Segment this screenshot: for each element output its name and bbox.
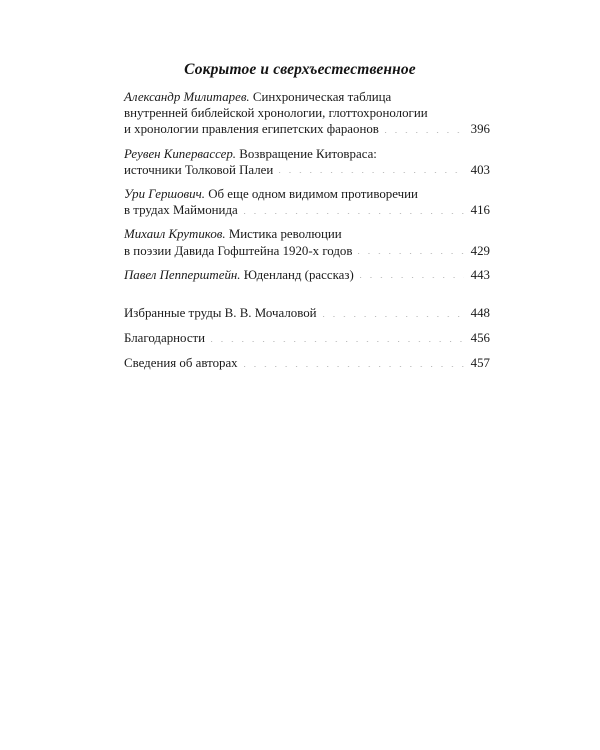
toc-entry-title-line: Об еще одном видимом противоречии <box>204 187 418 202</box>
toc-entry-author: Александр Милитарев. <box>124 90 250 104</box>
toc-entry-title-tail: Благодарности <box>124 331 206 346</box>
toc-entry-last-line <box>124 305 490 321</box>
dot-leader <box>211 341 464 342</box>
dot-leader <box>244 366 464 367</box>
toc-page-number: 457 <box>470 356 490 371</box>
toc-entry[interactable] <box>124 305 490 321</box>
toc-entry-last-line <box>124 202 490 218</box>
toc-entry-last-line <box>124 267 490 283</box>
toc-entry[interactable] <box>124 89 490 138</box>
toc-entry-last-line <box>124 121 490 137</box>
toc-entry-title-tail: Сведения об авторах <box>124 356 238 371</box>
toc-page-number: 443 <box>470 267 490 282</box>
toc-group-section-entries <box>124 89 490 283</box>
toc-entry-last-line <box>124 330 490 346</box>
toc-entry[interactable] <box>124 186 490 218</box>
toc-entry-author: Ури Гершович. <box>124 187 205 202</box>
toc-entry-lines <box>124 186 490 202</box>
dot-leader <box>279 172 464 173</box>
toc-entry-lines <box>124 89 490 121</box>
toc-entry-author: Павел Пепперштейн. <box>124 267 241 282</box>
dot-leader <box>360 277 464 278</box>
toc-entry-last-line <box>124 243 490 259</box>
toc-page-number: 429 <box>470 243 490 258</box>
toc-entry-title-line: Возвращение Китовраса: <box>236 146 377 161</box>
toc-entry-title-tail: и хронологии правления египетских фараонов <box>124 122 379 137</box>
toc-entry[interactable] <box>124 146 490 178</box>
toc-entry-title-tail: источники Толковой Палеи <box>124 162 274 177</box>
toc-entry-author: Михаил Крутиков. <box>124 227 226 242</box>
toc-entry-lines <box>124 226 490 242</box>
dot-leader <box>323 316 464 317</box>
toc-entry-title-tail: Избранные труды В. В. Мочаловой <box>124 306 317 321</box>
toc-entry-lines <box>124 146 490 162</box>
toc-page-number: 416 <box>470 203 490 218</box>
toc-page-number: 456 <box>470 331 490 346</box>
toc-entry-title-tail: в поэзии Давида Гофштейна 1920-х годов <box>124 243 353 258</box>
dot-leader <box>244 213 464 214</box>
toc-entry-title-line: внутренней библейской хронологии, глоттохронологии <box>124 106 428 121</box>
toc-entry-author: Реувен Кипервассер. <box>124 146 237 161</box>
toc-entry[interactable] <box>124 226 490 258</box>
toc-page-number: 403 <box>470 162 490 177</box>
dot-leader <box>358 253 464 254</box>
toc-entry[interactable] <box>124 355 490 371</box>
toc-entry-title-tail: в трудах Маймонида <box>124 203 238 218</box>
toc-entry-title-line: Мистика революции <box>225 227 342 242</box>
dot-leader <box>385 132 464 133</box>
toc-group-back-matter <box>124 305 490 372</box>
toc-group-separator <box>124 283 490 305</box>
toc-entry-last-line <box>124 355 490 371</box>
toc-entry-title-line: Синхроническая таблица <box>249 90 392 104</box>
toc-page-number: 396 <box>470 122 490 137</box>
toc-page-number: 448 <box>470 306 490 321</box>
toc-entry-last-line <box>124 162 490 178</box>
toc-entry-title-tail: Юденланд (рассказ) <box>240 267 354 282</box>
section-heading: Сокрытое и сверхъестественное <box>184 61 416 78</box>
toc-entry[interactable] <box>124 330 490 346</box>
toc-entry[interactable] <box>124 267 490 283</box>
toc-list <box>124 89 490 381</box>
